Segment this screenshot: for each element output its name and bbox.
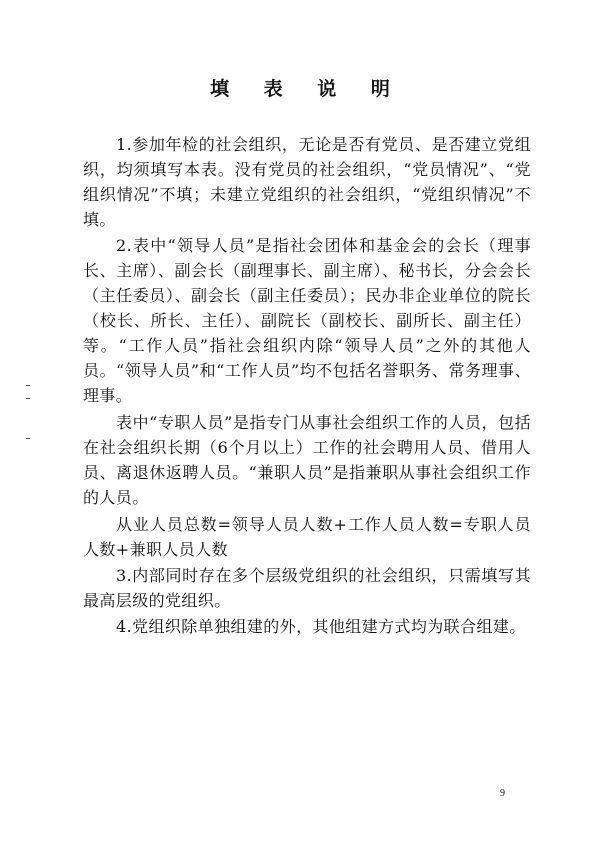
binding-mark xyxy=(26,385,30,386)
paragraph-1: 1.参加年检的社会组织，无论是否有党员、是否建立党组织，均须填写本表。没有党员的社会组织，“党员情况”、“党组织情况”不填；未建立党组织的社会组织，“党组织情况”不填。 xyxy=(83,135,531,229)
binding-mark xyxy=(26,438,30,439)
page-number: 9 xyxy=(500,788,505,799)
page-title: 填 表 说 明 xyxy=(210,78,404,100)
paragraph-6: 4.党组织除单独组建的外，其他组建方式均为联合组建。 xyxy=(116,617,526,636)
paragraph-4: 从业人员总数=领导人员人数+工作人员人数=专职人员人数+兼职人员人数 xyxy=(83,515,531,559)
paragraph-3: 表中“专职人员”是指专门从事社会组织工作的人员，包括在社会组织长期（6个月以上）工作的社会聘用人员、借用人员、离退休返聘人员。“兼职人员”是指兼职从事社会组织工作的人员。 xyxy=(83,413,531,507)
paragraph-2: 2.表中“领导人员”是指社会团体和基金会的会长（理事长、主席）、副会长（副理事长、副主席）、秘书长，分会会长（主任委员）、副会长（副主任委员）；民办非企业单位的院长（校长、所长、主任）、副院长（副校长、副所长、副主任）等。“工作人员”指社会组织内除“领导人员”之外的其他人员。“领导人员”和“工作人员”均不包括名誉职务、常务理事、理事。 xyxy=(83,236,531,405)
binding-mark xyxy=(26,398,30,399)
paragraph-5: 3.内部同时存在多个层级党组织的社会组织，只需填写其最高层级的党组织。 xyxy=(83,566,531,610)
